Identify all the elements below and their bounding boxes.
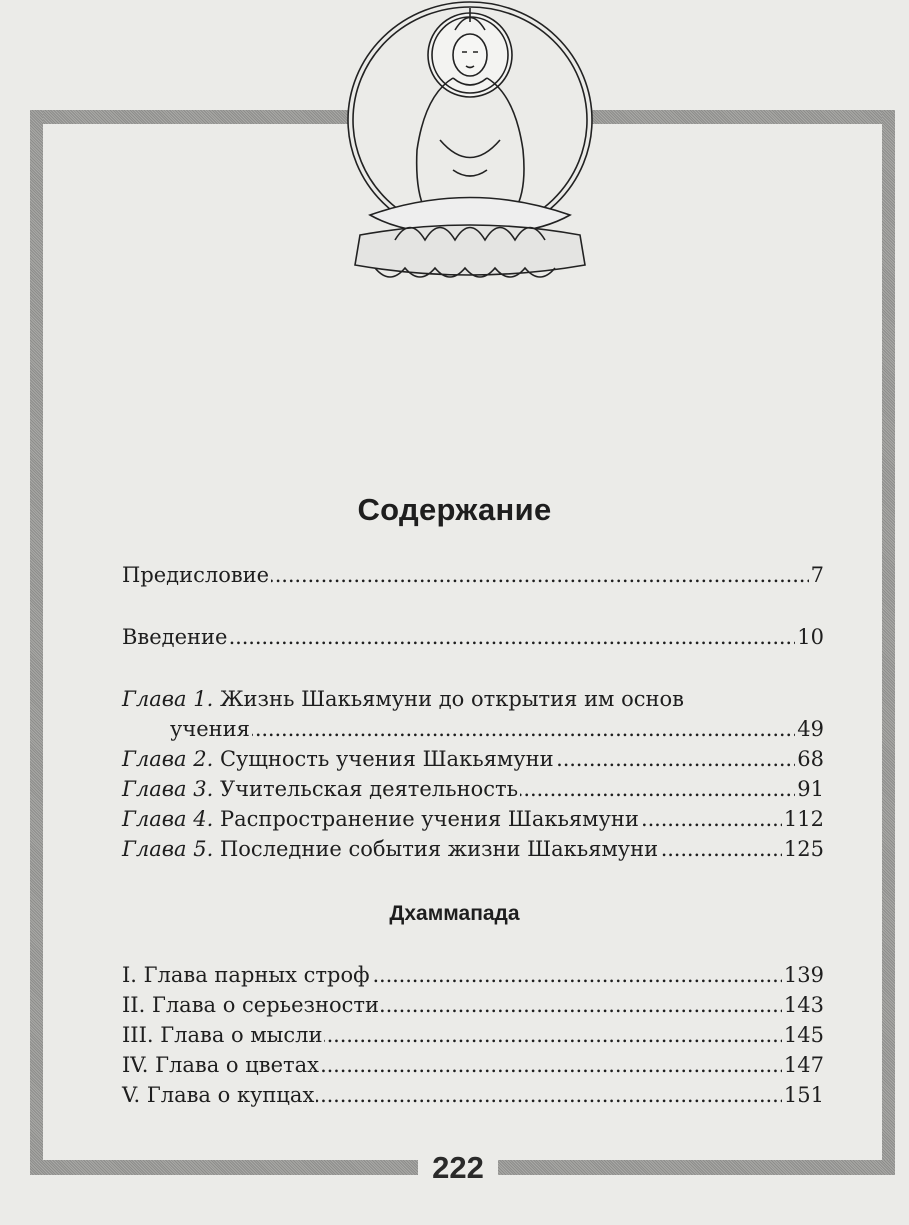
leader-dots [316,1080,782,1110]
toc-entry-title-cont: учения [170,717,250,741]
toc-entry-title: Последние события жизни Шакьямуни [219,837,659,861]
leader-dots [660,834,782,864]
toc-entry-page: 68 [797,747,824,771]
leader-dots [641,804,782,834]
toc-entry-page: 112 [783,807,824,831]
toc-dhammapada [122,960,824,1110]
toc-entry-page: 143 [783,993,824,1017]
toc-entry [122,1050,824,1080]
leader-dots [229,622,795,652]
toc-entry-title: Сущность учения Шакьямуни [219,747,554,771]
section-heading: Дхаммапада [389,902,520,925]
toc-entry-title: V. Глава о купцах [122,1083,315,1107]
chapter-prefix: Глава 2. [122,747,214,771]
frame-right [882,110,895,1175]
toc-entry-title: Предисловие [122,563,270,587]
toc-entry [122,834,824,864]
toc-entry [122,560,824,590]
toc-entry [122,804,824,834]
toc-entry-title: III. Глава о мысли [122,1023,323,1047]
chapter-prefix: Глава 4. [122,807,214,831]
toc-entry-page: 49 [797,717,824,741]
toc-entry [122,1020,824,1050]
toc-entry-page: 151 [783,1083,824,1107]
toc-entry-title: I. Глава парных строф [122,963,370,987]
toc-entry-page: 10 [797,625,824,649]
page-number: 222 [418,1150,498,1186]
toc-entry-page: 125 [783,837,824,861]
toc-entry-title: Введение [122,625,228,649]
toc-entry-page: 91 [797,777,824,801]
toc-entry [122,684,824,744]
leader-dots [252,714,795,744]
toc-entry-page: 145 [783,1023,824,1047]
toc-entry-title: Учительская деятельность [219,777,519,801]
chapter-prefix: Глава 5. [122,837,214,861]
leader-dots [556,744,796,774]
toc-entry-title: Распространение учения Шакьямуни [219,807,639,831]
toc-entry [122,622,824,652]
page-title: Содержание [357,492,552,527]
toc-entry-title: Жизнь Шакьямуни до открытия им основ [219,687,684,711]
leader-dots [381,990,782,1020]
toc-entry-page: 7 [810,563,824,587]
toc-entry [122,774,824,804]
toc-front [122,560,824,864]
toc-entry [122,744,824,774]
toc-entry-title: IV. Глава о цветах [122,1053,319,1077]
leader-dots [271,560,809,590]
toc-entry [122,960,824,990]
toc-entry [122,990,824,1020]
toc-entry-title: II. Глава о серьезности [122,993,380,1017]
leader-dots [520,774,795,804]
buddha-illustration [335,0,605,295]
frame-top-left [30,110,350,124]
chapter-prefix: Глава 1. [122,687,214,711]
leader-dots [324,1020,781,1050]
toc-entry-page: 147 [783,1053,824,1077]
frame-top-right [590,110,895,124]
chapter-prefix: Глава 3. [122,777,214,801]
leader-dots [321,1050,782,1080]
toc-entry [122,1080,824,1110]
leader-dots [372,960,782,990]
toc-entry-page: 139 [783,963,824,987]
frame-left [30,110,43,1175]
